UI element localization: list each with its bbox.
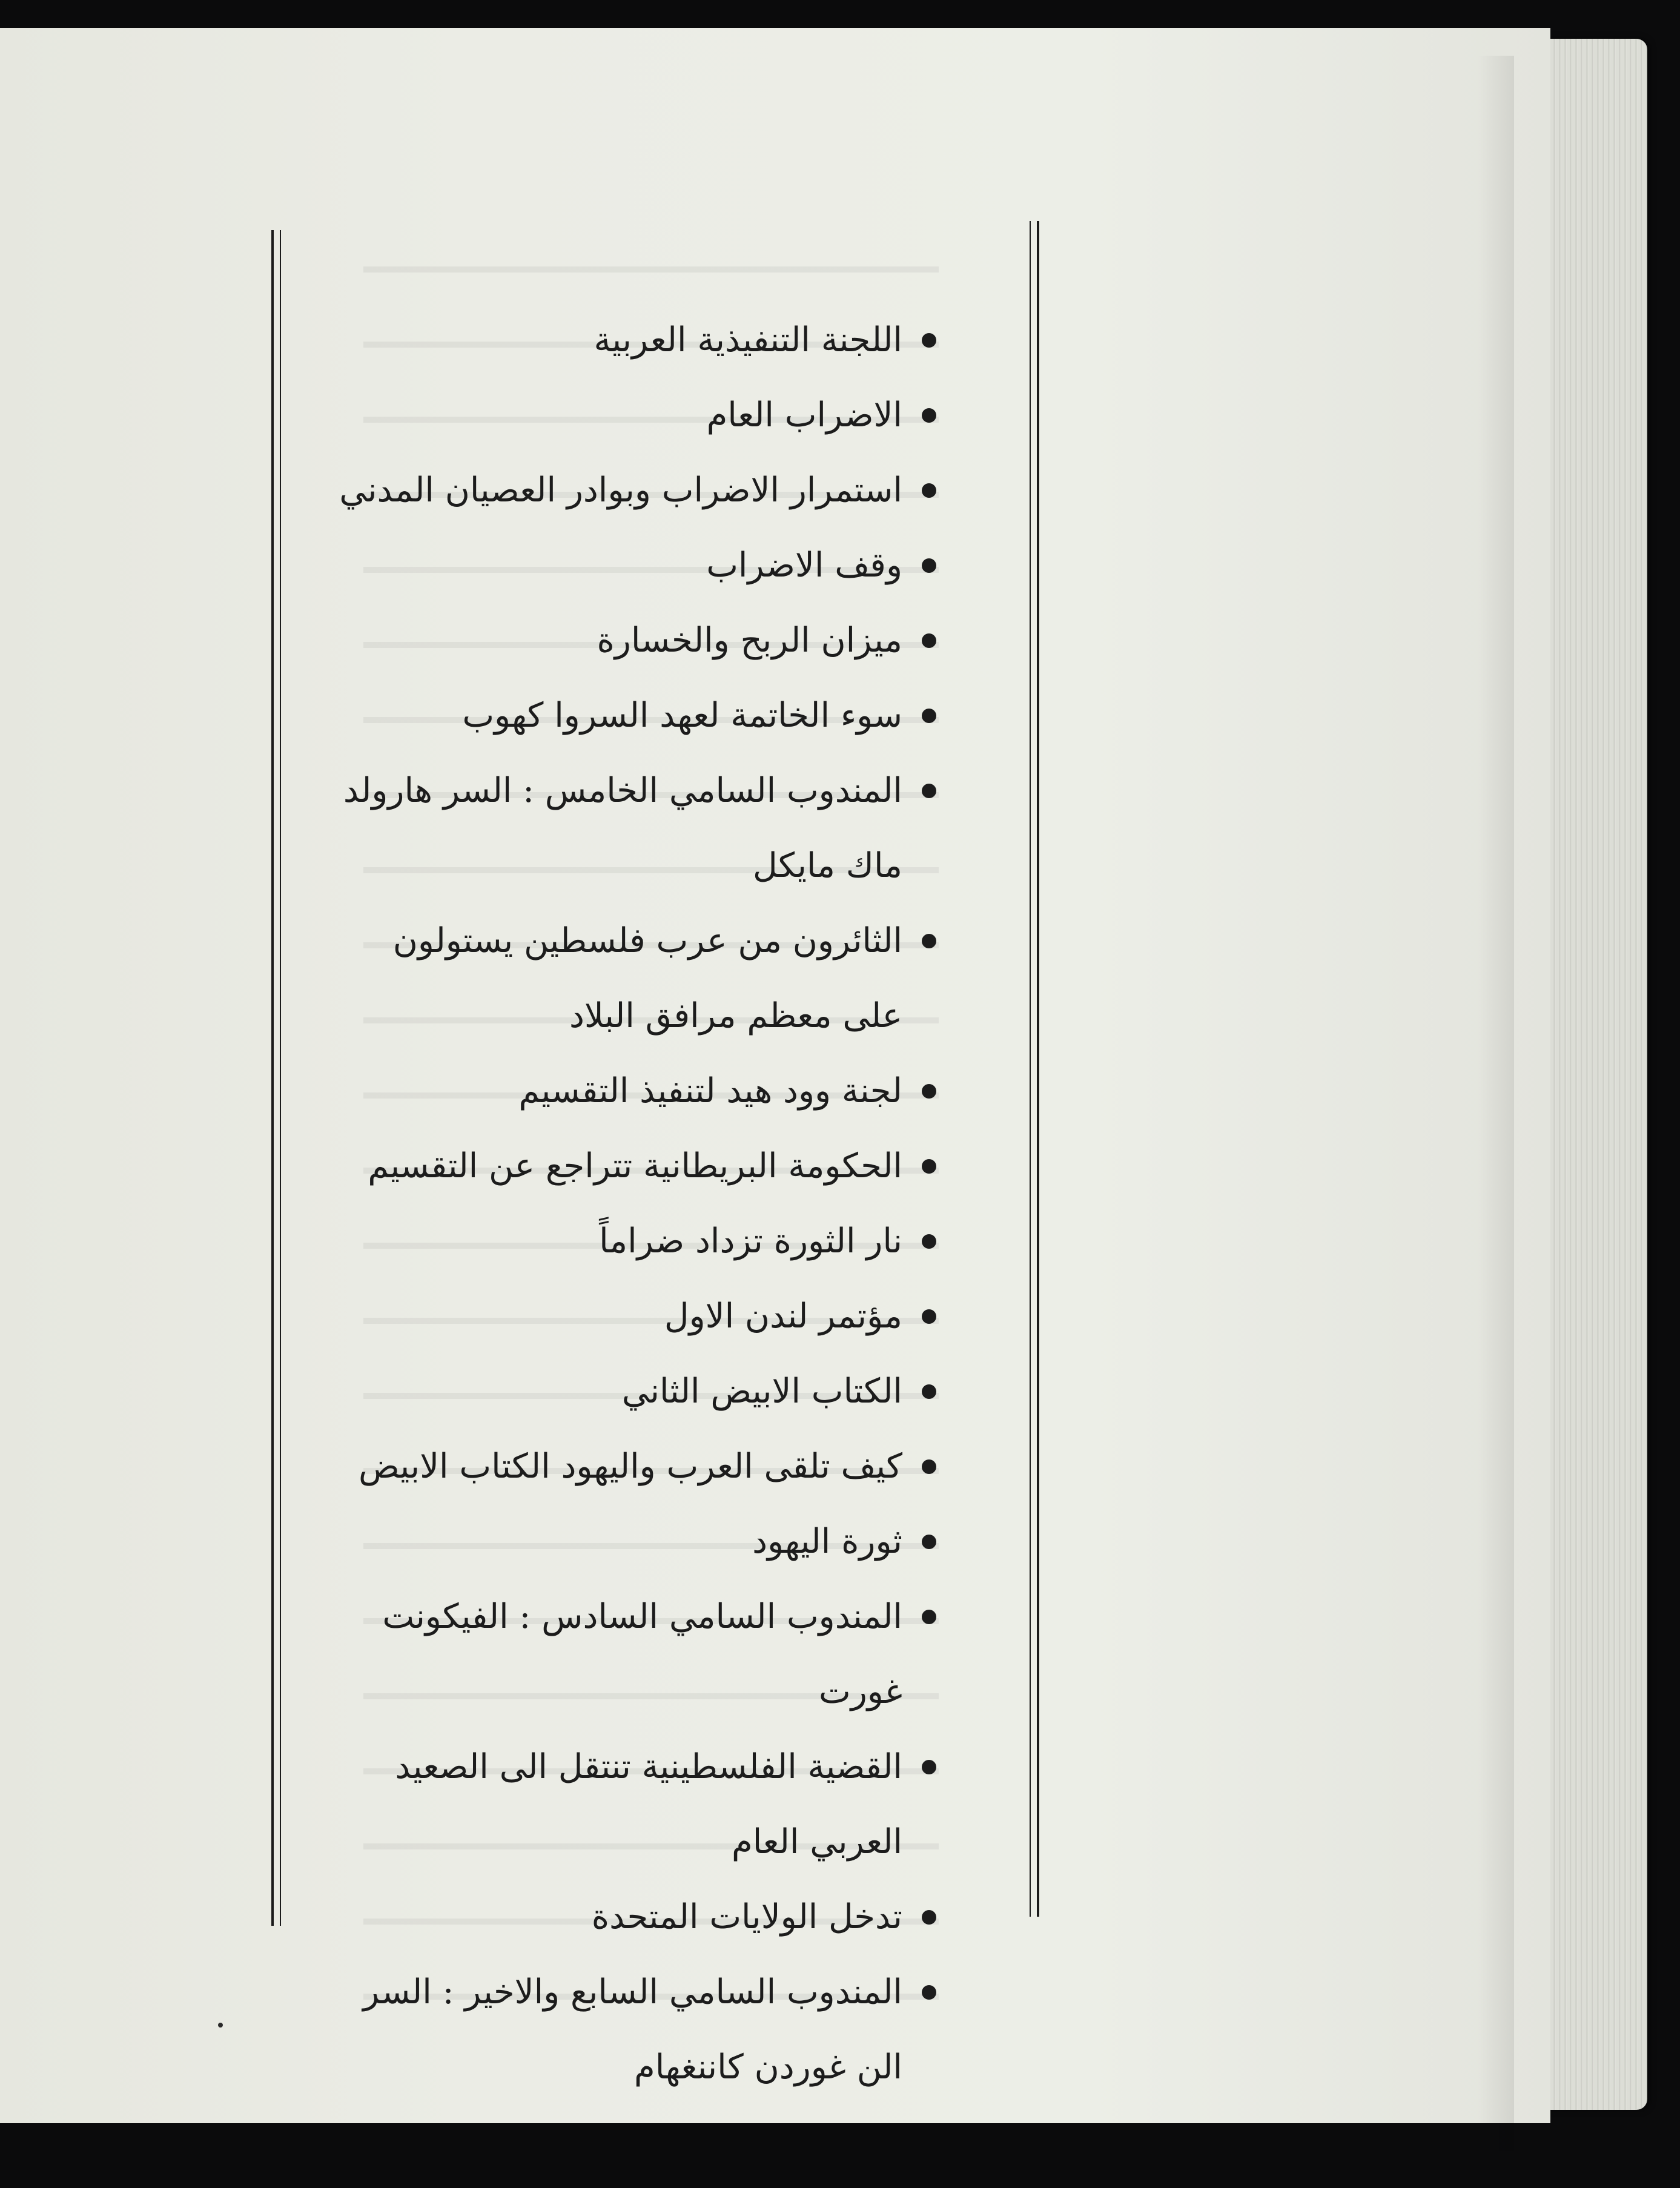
toc-item-text: الاضراب العام	[706, 395, 902, 435]
toc-item	[339, 1204, 945, 1279]
bullet-icon	[922, 1309, 936, 1324]
toc-item	[339, 1955, 945, 2105]
toc-item	[339, 1579, 945, 1730]
bullet-icon	[922, 558, 936, 573]
toc-item-text: وقف الاضراب	[706, 546, 902, 585]
bullet-icon	[922, 1760, 936, 1774]
toc-item-text: استمرار الاضراب وبوادر العصيان المدني	[339, 471, 902, 510]
toc-item-text: كيف تلقى العرب واليهود الكتاب الابيض	[359, 1447, 902, 1486]
toc-item-text: الكتاب الابيض الثاني	[621, 1372, 902, 1411]
toc-item-text: الحكومة البريطانية تتراجع عن التقسيم	[368, 1146, 902, 1186]
toc-item	[339, 378, 945, 453]
toc-item	[339, 528, 945, 603]
left-border-thin	[280, 230, 281, 1926]
toc-list	[339, 303, 945, 2105]
toc-item-text: المندوب السامي الخامس : السر هارولد ماك مايكل	[343, 771, 902, 885]
toc-item-text: لجنة وود هيد لتنفيذ التقسيم	[518, 1071, 902, 1111]
toc-item	[339, 1429, 945, 1504]
toc-item	[339, 1504, 945, 1579]
bullet-icon	[922, 1234, 936, 1249]
toc-item	[339, 1354, 945, 1429]
bullet-icon	[922, 1610, 936, 1624]
bullet-icon	[922, 1910, 936, 1925]
bullet-icon	[922, 784, 936, 798]
toc-item	[339, 1054, 945, 1129]
toc-item-text: الثائرون من عرب فلسطين يستولون على معظم مرافق البلاد	[392, 921, 902, 1036]
toc-item-text: اللجنة التنفيذية العربية	[594, 320, 902, 360]
bullet-icon	[922, 333, 936, 348]
toc-item	[339, 904, 945, 1054]
bullet-icon	[922, 1384, 936, 1399]
bullet-icon	[922, 1535, 936, 1549]
toc-item-text: مؤتمر لندن الاول	[664, 1297, 902, 1336]
stray-ink-mark	[218, 2023, 223, 2028]
toc-item	[339, 678, 945, 753]
bullet-icon	[922, 408, 936, 423]
toc-item	[339, 1730, 945, 1880]
toc-item-text: القضية الفلسطينية تنتقل الى الصعيد العربي العام	[395, 1747, 902, 1862]
toc-item	[339, 1279, 945, 1354]
bullet-icon	[922, 1084, 936, 1099]
page-shading	[1478, 56, 1514, 2151]
toc-item-text: المندوب السامي السابع والاخير : السر الن غوردن كاننغهام	[363, 1972, 902, 2087]
toc-item-text: المندوب السامي السادس : الفيكونت غورت	[382, 1597, 902, 1711]
toc-item-text: ثورة اليهود	[752, 1522, 902, 1561]
toc-item-text: تدخل الولايات المتحدة	[591, 1897, 902, 1937]
bullet-icon	[922, 1985, 936, 2000]
bullet-icon	[922, 483, 936, 498]
right-border-thin	[1030, 221, 1031, 1917]
table-of-contents	[339, 303, 945, 2105]
left-border-thick	[271, 230, 274, 1926]
toc-item	[339, 303, 945, 378]
toc-item	[339, 1880, 945, 1955]
toc-item	[339, 753, 945, 904]
toc-item	[339, 453, 945, 528]
bullet-icon	[922, 1459, 936, 1474]
bullet-icon	[922, 934, 936, 948]
toc-item-text: نار الثورة تزداد ضراماً	[599, 1221, 902, 1261]
right-border-thick	[1037, 221, 1039, 1917]
bullet-icon	[922, 633, 936, 648]
bullet-icon	[922, 709, 936, 723]
toc-item-text: سوء الخاتمة لعهد السروا كهوب	[462, 696, 902, 735]
toc-item	[339, 1129, 945, 1204]
bullet-icon	[922, 1159, 936, 1174]
toc-item	[339, 603, 945, 678]
toc-item-text: ميزان الربح والخسارة	[597, 621, 902, 660]
